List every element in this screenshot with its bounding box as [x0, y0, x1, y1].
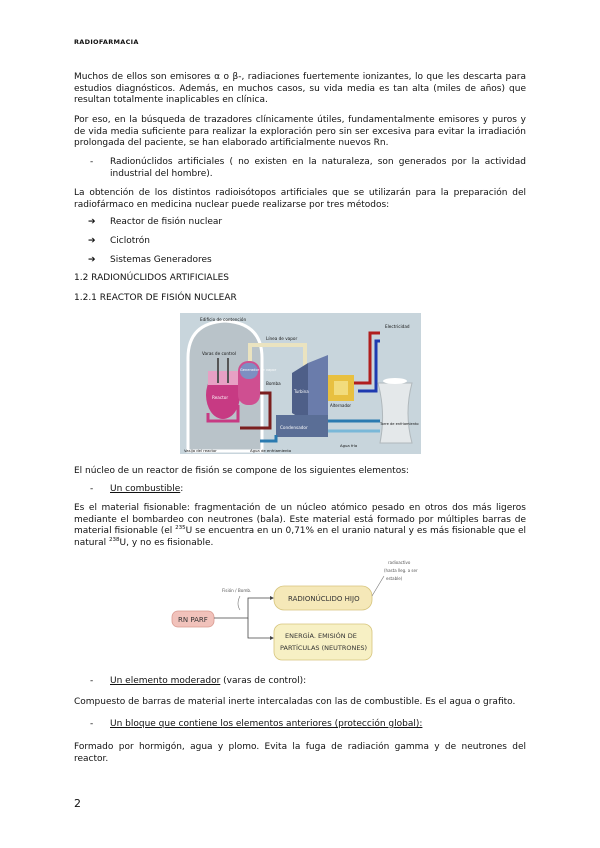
fuel-text-c: U, y no es fisionable.: [119, 537, 214, 548]
paragraph-fuel: [74, 503, 526, 549]
element-shield-title: Un bloque que contiene los elementos anteriores (protección global):: [110, 719, 423, 729]
dash-bullet: -: [90, 484, 94, 494]
note-right-1: radioactivo: [388, 560, 411, 565]
cooling-tower: [378, 383, 412, 443]
arrow-to-product1: [214, 598, 270, 618]
running-header: RADIOFARMACIA: [74, 38, 139, 46]
fuel-text-b: U se encuentra en un 0,71% en el uranio natural y es más fisionable que el natural: [74, 526, 527, 548]
dash-bullet: -: [90, 719, 94, 729]
element-moderator-rest: (varas de control):: [220, 676, 307, 686]
paragraph-methods-intro: La obtención de los distintos radioisótopos artificiales que se utilizarán para la preparación del radiofármaco en medicina nuclear puede realizarse por tres métodos:: [74, 188, 526, 210]
note-right-3: estable): [386, 576, 403, 581]
element-fuel-heading: [110, 484, 183, 496]
element-moderator-title: Un elemento moderador: [110, 676, 221, 686]
paragraph-moderator: Compuesto de barras de material inerte intercaladas con las de combustible. Es el agua o grafito.: [74, 697, 516, 707]
paragraph-shield: Formado por hormigón, agua y plomo. Evita la fuga de radiación gamma y de neutrones del reactor.: [74, 742, 526, 764]
product2-label-2: PARTÍCULAS (NEUTRONES): [280, 644, 368, 652]
paragraph-tracers: Por eso, en la búsqueda de trazadores clínicamente útiles, fundamentalmente emisores y puros y de vida media suficiente para realizar la exploración pero sin ser excesiva para evitar la irradiación prolongada del paciente, se han elaborado artificialmente nuevos Rn.: [74, 115, 526, 148]
arrow-bullet: ➔: [88, 217, 96, 227]
label-pump: Bomba: [266, 381, 281, 386]
product2-label-1: ENERGÍA. EMISIÓN DE: [285, 632, 357, 640]
fuel-text-a: Es el material fisionable: fragmentación de un núcleo atómico pesado en otros dos más ligeros mediante el bombardeo con neutrones (bala). Este material está formado por múltiples barras de material fisionable (el: [74, 503, 526, 536]
label-condenser: Condensador: [280, 425, 308, 430]
label-steam-line: Línea de vapor: [266, 336, 298, 341]
label-cooling-tower: Torre de enfriamiento: [380, 422, 419, 426]
label-reactor: Reactor: [212, 395, 229, 400]
sup-235: 235: [175, 525, 186, 531]
arrow-bullet: ➔: [88, 236, 96, 246]
paragraph-core-elements: El núcleo de un reactor de fisión se compone de los siguientes elementos:: [74, 466, 409, 476]
reactor-diagram: [180, 313, 421, 454]
arrow-bullet: ➔: [88, 255, 96, 265]
note-fission: Fisión / Bomb.: [222, 588, 252, 593]
section-heading: 1.2 RADIONÚCLIDOS ARTIFICIALES: [74, 273, 229, 283]
element-fuel-colon: :: [180, 484, 184, 494]
label-steam-generator: Generador de vapor: [240, 368, 277, 372]
fission-diagram: [170, 556, 440, 666]
note-right-2: (hasta lleg. a ser: [384, 568, 418, 573]
element-fuel-title: Un combustible: [110, 484, 181, 494]
label-control-rods: Varas de control: [202, 351, 236, 356]
sup-238: 238: [109, 536, 120, 543]
arrow-to-product2: [248, 618, 270, 638]
label-cooling-water: Agua de enfriamiento: [250, 448, 292, 453]
page-number: 2: [74, 797, 81, 810]
source-label: RN PARF: [178, 616, 208, 624]
method-item: Sistemas Generadores: [110, 255, 212, 265]
label-water-base: Agua fría: [340, 443, 358, 448]
paragraph-emitters: Muchos de ellos son emisores α o β-, radiaciones fuertemente ionizantes, lo que les descarta para estudios diagnósticos. Además, en muchos casos, su vida media es tan alta (miles de años) que resultan totalmente inaplicables en clínica.: [74, 72, 526, 105]
label-generator: Alternador: [330, 403, 352, 408]
label-reactor-vessel: Vasija del reactor: [184, 448, 217, 453]
method-item: Reactor de fisión nuclear: [110, 217, 223, 227]
label-electricity: Electricidad: [385, 324, 410, 329]
label-turbine: Turbina: [294, 389, 309, 394]
dash-item-artificial: Radionúclidos artificiales ( no existen en la naturaleza, son generados por la actividad industrial del hombre).: [110, 157, 526, 179]
dash-bullet: -: [90, 676, 94, 686]
method-item: Ciclotrón: [110, 236, 150, 246]
subsection-heading: 1.2.1 REACTOR DE FISIÓN NUCLEAR: [74, 293, 237, 303]
label-containment: Edificio de contención: [200, 317, 247, 322]
element-moderator-heading: [110, 676, 306, 688]
dash-bullet: -: [90, 157, 94, 167]
product1-label: RADIONÚCLIDO HIJO: [288, 595, 360, 603]
product2-box: [274, 624, 372, 660]
